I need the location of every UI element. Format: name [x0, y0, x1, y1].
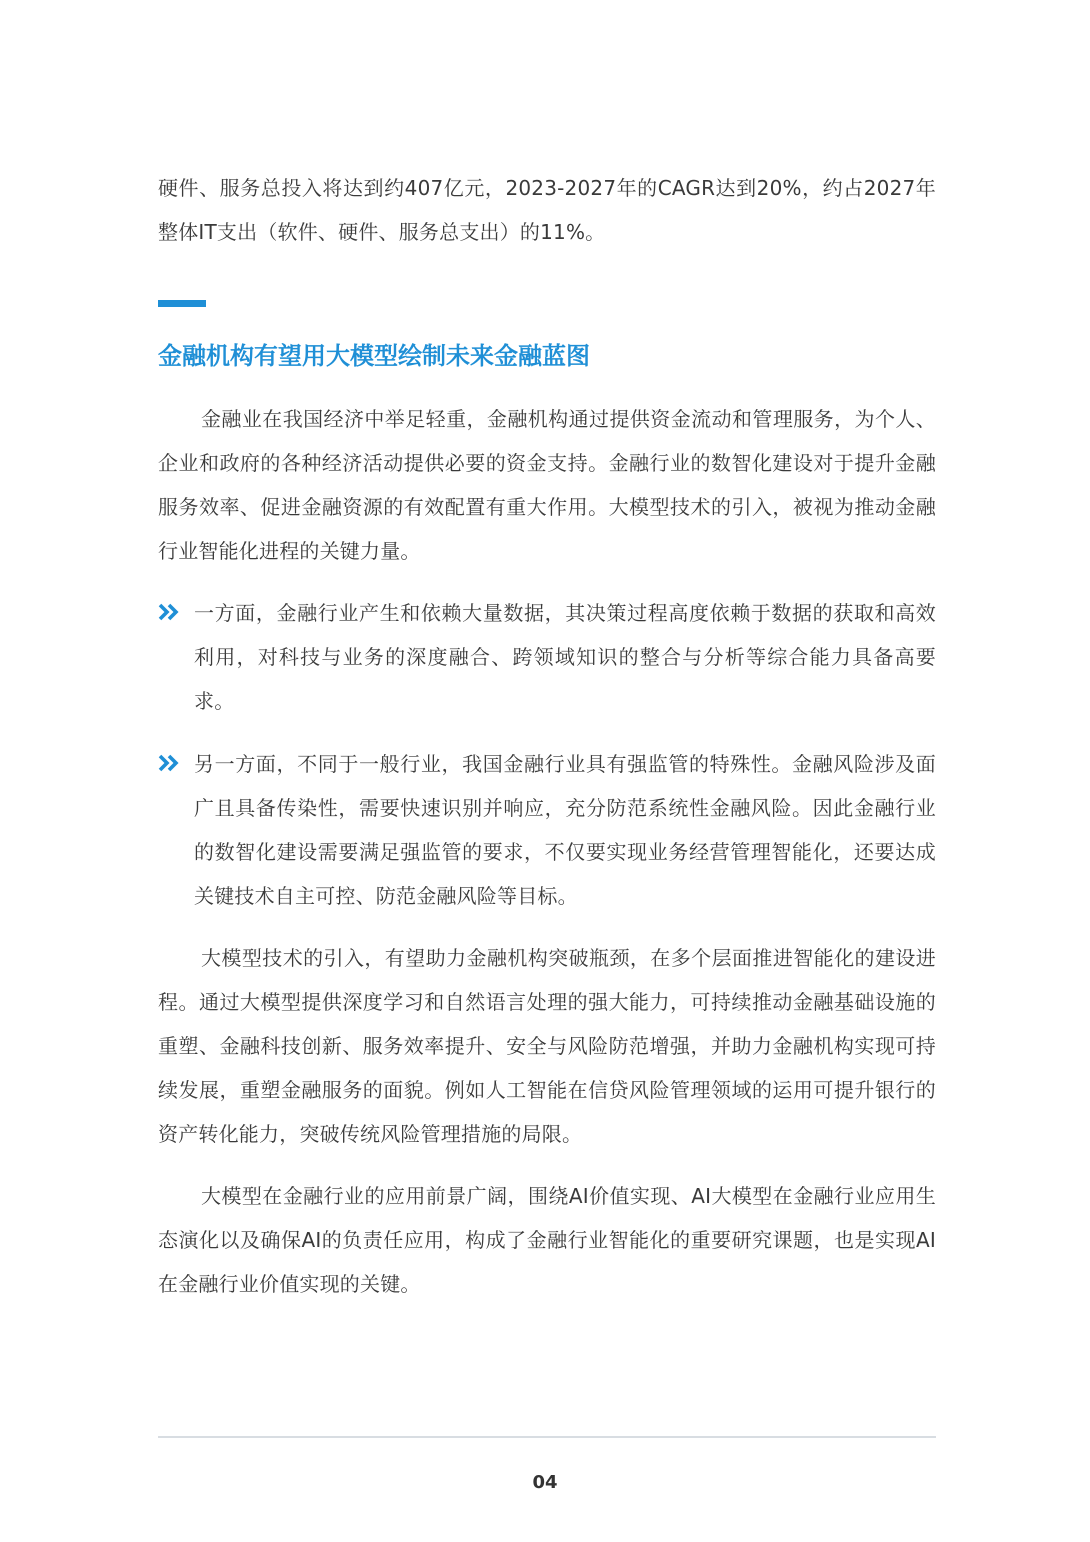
section-paragraph-1: 金融业在我国经济中举足轻重，金融机构通过提供资金流动和管理服务，为个人、企业和政府的各种经济活动提供必要的资金支持。金融行业的数智化建设对于提升金融服务效率、促进金融资源的有效配置有重大作用。大模型技术的引入，被视为推动金融行业智能化进程的关键力量。 [158, 407, 936, 563]
footer-divider [158, 1436, 936, 1438]
bullet-text-2: 另一方面，不同于一般行业，我国金融行业具有强监管的特殊性。金融风险涉及面广且具备传染性，需要快速识别并响应，充分防范系统性金融风险。因此金融行业的数智化建设需要满足强监管的要求，不仅要实现业务经营管理智能化，还要达成关键技术自主可控、防范金融风险等目标。 [194, 752, 936, 908]
bullet-item-2 [158, 742, 936, 918]
section-paragraph-2: 大模型技术的引入，有望助力金融机构突破瓶颈，在多个层面推进智能化的建设进程。通过大模型提供深度学习和自然语言处理的强大能力，可持续推动金融基础设施的重塑、金融科技创新、服务效率提升、安全与风险防范增强，并助力金融机构实现可持续发展，重塑金融服务的面貌。例如人工智能在信贷风险管理领域的运用可提升银行的资产转化能力，突破传统风险管理措施的局限。 [158, 946, 936, 1146]
double-chevron-right-icon [158, 752, 180, 774]
page-number: 04 [532, 1472, 558, 1493]
section-paragraph-3: 大模型在金融行业的应用前景广阔，围绕AI价值实现、AI大模型在金融行业应用生态演化以及确保AI的负责任应用，构成了金融行业智能化的重要研究课题，也是实现AI在金融行业价值实现的关键。 [158, 1184, 936, 1296]
section-heading: 金融机构有望用大模型绘制未来金融蓝图 [158, 342, 590, 370]
bullet-text-1: 一方面，金融行业产生和依赖大量数据，其决策过程高度依赖于数据的获取和高效利用，对科技与业务的深度融合、跨领域知识的整合与分析等综合能力具备高要求。 [194, 601, 936, 713]
double-chevron-right-icon [158, 601, 180, 623]
intro-paragraph: 硬件、服务总投入将达到约407亿元，2023-2027年的CAGR达到20%，约占2027年整体IT支出（软件、硬件、服务总支出）的11%。 [158, 176, 936, 244]
bullet-item-1 [158, 591, 936, 723]
section-accent-bar [158, 300, 206, 307]
